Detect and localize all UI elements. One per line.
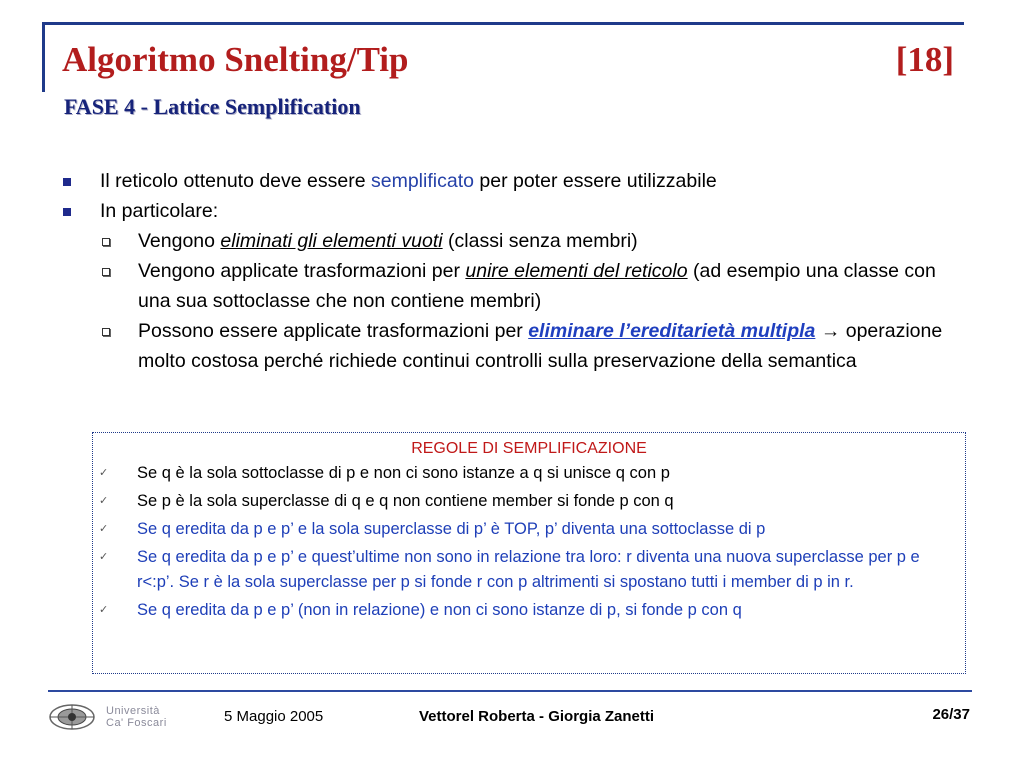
check-icon: ✓ [99, 523, 109, 535]
rule-item [93, 489, 965, 514]
hollow-square-bullet-icon [102, 268, 110, 276]
rule-text: Se q è la sola sottoclasse di p e non ci sono istanze a q si unisce q con p [137, 464, 670, 482]
rules-header: REGOLE DI SEMPLIFICAZIONE [411, 440, 647, 457]
sub-bullet-unire [60, 256, 970, 316]
hollow-square-bullet-icon [102, 238, 110, 246]
bullet-reticolo [60, 166, 970, 196]
check-icon: ✓ [99, 551, 109, 563]
bullet-in-particolare [60, 196, 970, 226]
rule-text: Se q eredita da p e p’ e quest’ultime non sono in relazione tra loro: r diventa una nuova superclasse per p e r<:p’. Se r è la sola superclasse per p si fonde r con p altrimenti si spostano tutti i member di p in r. [137, 548, 920, 591]
university-line-2: Ca' Foscari [106, 717, 167, 729]
check-icon: ✓ [99, 467, 109, 479]
rule-item [93, 517, 965, 542]
sub-bullet-text-end: operazione molto costosa perché richiede continui controlli sulla preservazione della semantica [138, 320, 943, 372]
university-logo-icon [44, 702, 100, 732]
check-icon: ✓ [99, 495, 109, 507]
rules-list [93, 461, 965, 623]
right-arrow-icon: → [820, 320, 841, 342]
sub-bullet-text: Vengono [138, 230, 221, 252]
sub-bullet-text-end: (classi senza membri) [442, 230, 638, 252]
emphasis-text: eliminati gli elementi vuoti [220, 230, 443, 252]
frame-left-line [42, 22, 45, 92]
emphasis-text: unire elementi del reticolo [465, 260, 688, 282]
sub-bullet-text: Possono essere applicate trasformazioni per [138, 320, 529, 342]
rule-text: Se p è la sola superclasse di q e q non contiene member si fonde p con q [137, 492, 674, 510]
footer-authors: Vettorel Roberta - Giorgia Zanetti [419, 708, 655, 725]
university-name [106, 705, 167, 729]
rule-item [93, 461, 965, 486]
hollow-square-bullet-icon [102, 328, 110, 336]
square-bullet-icon [63, 208, 71, 216]
check-icon: ✓ [99, 604, 109, 616]
frame-top-line [42, 22, 964, 25]
slide-title [62, 40, 954, 80]
slide-content [60, 166, 970, 376]
university-line-1: Università [106, 705, 160, 717]
rule-item [93, 545, 965, 595]
emphasis-link-text: eliminare l’ereditarietà multipla [528, 320, 816, 342]
slide-subtitle: FASE 4 - Lattice Semplification [64, 94, 361, 119]
page-number: 26/37 [932, 706, 970, 723]
bullet-text-end: per poter essere utilizzabile [473, 170, 717, 192]
rule-item [93, 598, 965, 623]
sub-bullet-text-end: (ad esempio una classe con una sua sottoclasse che non contiene membri) [138, 260, 936, 312]
sub-bullet-ereditarieta [60, 316, 970, 376]
title-text: Algoritmo Snelting/Tip [62, 40, 409, 79]
rule-text: Se q eredita da p e p’ e la sola superclasse di p’ è TOP, p’ diventa una sottoclasse di p [137, 520, 766, 538]
bullet-text: Il reticolo ottenuto deve essere [100, 170, 371, 192]
square-bullet-icon [63, 178, 71, 186]
sub-bullet-text: Vengono applicate trasformazioni per [138, 260, 466, 282]
sub-bullet-eliminati [60, 226, 970, 256]
footer-divider [48, 690, 972, 692]
rules-box [92, 432, 966, 674]
rule-text: Se q eredita da p e p’ (non in relazione) e non ci sono istanze di p, si fonde p con q [137, 601, 742, 619]
reference-number: [18] [895, 40, 954, 79]
footer-date: 5 Maggio 2005 [224, 708, 324, 725]
bullet-text: In particolare: [100, 200, 219, 222]
highlight-semplificato: semplificato [371, 170, 474, 192]
